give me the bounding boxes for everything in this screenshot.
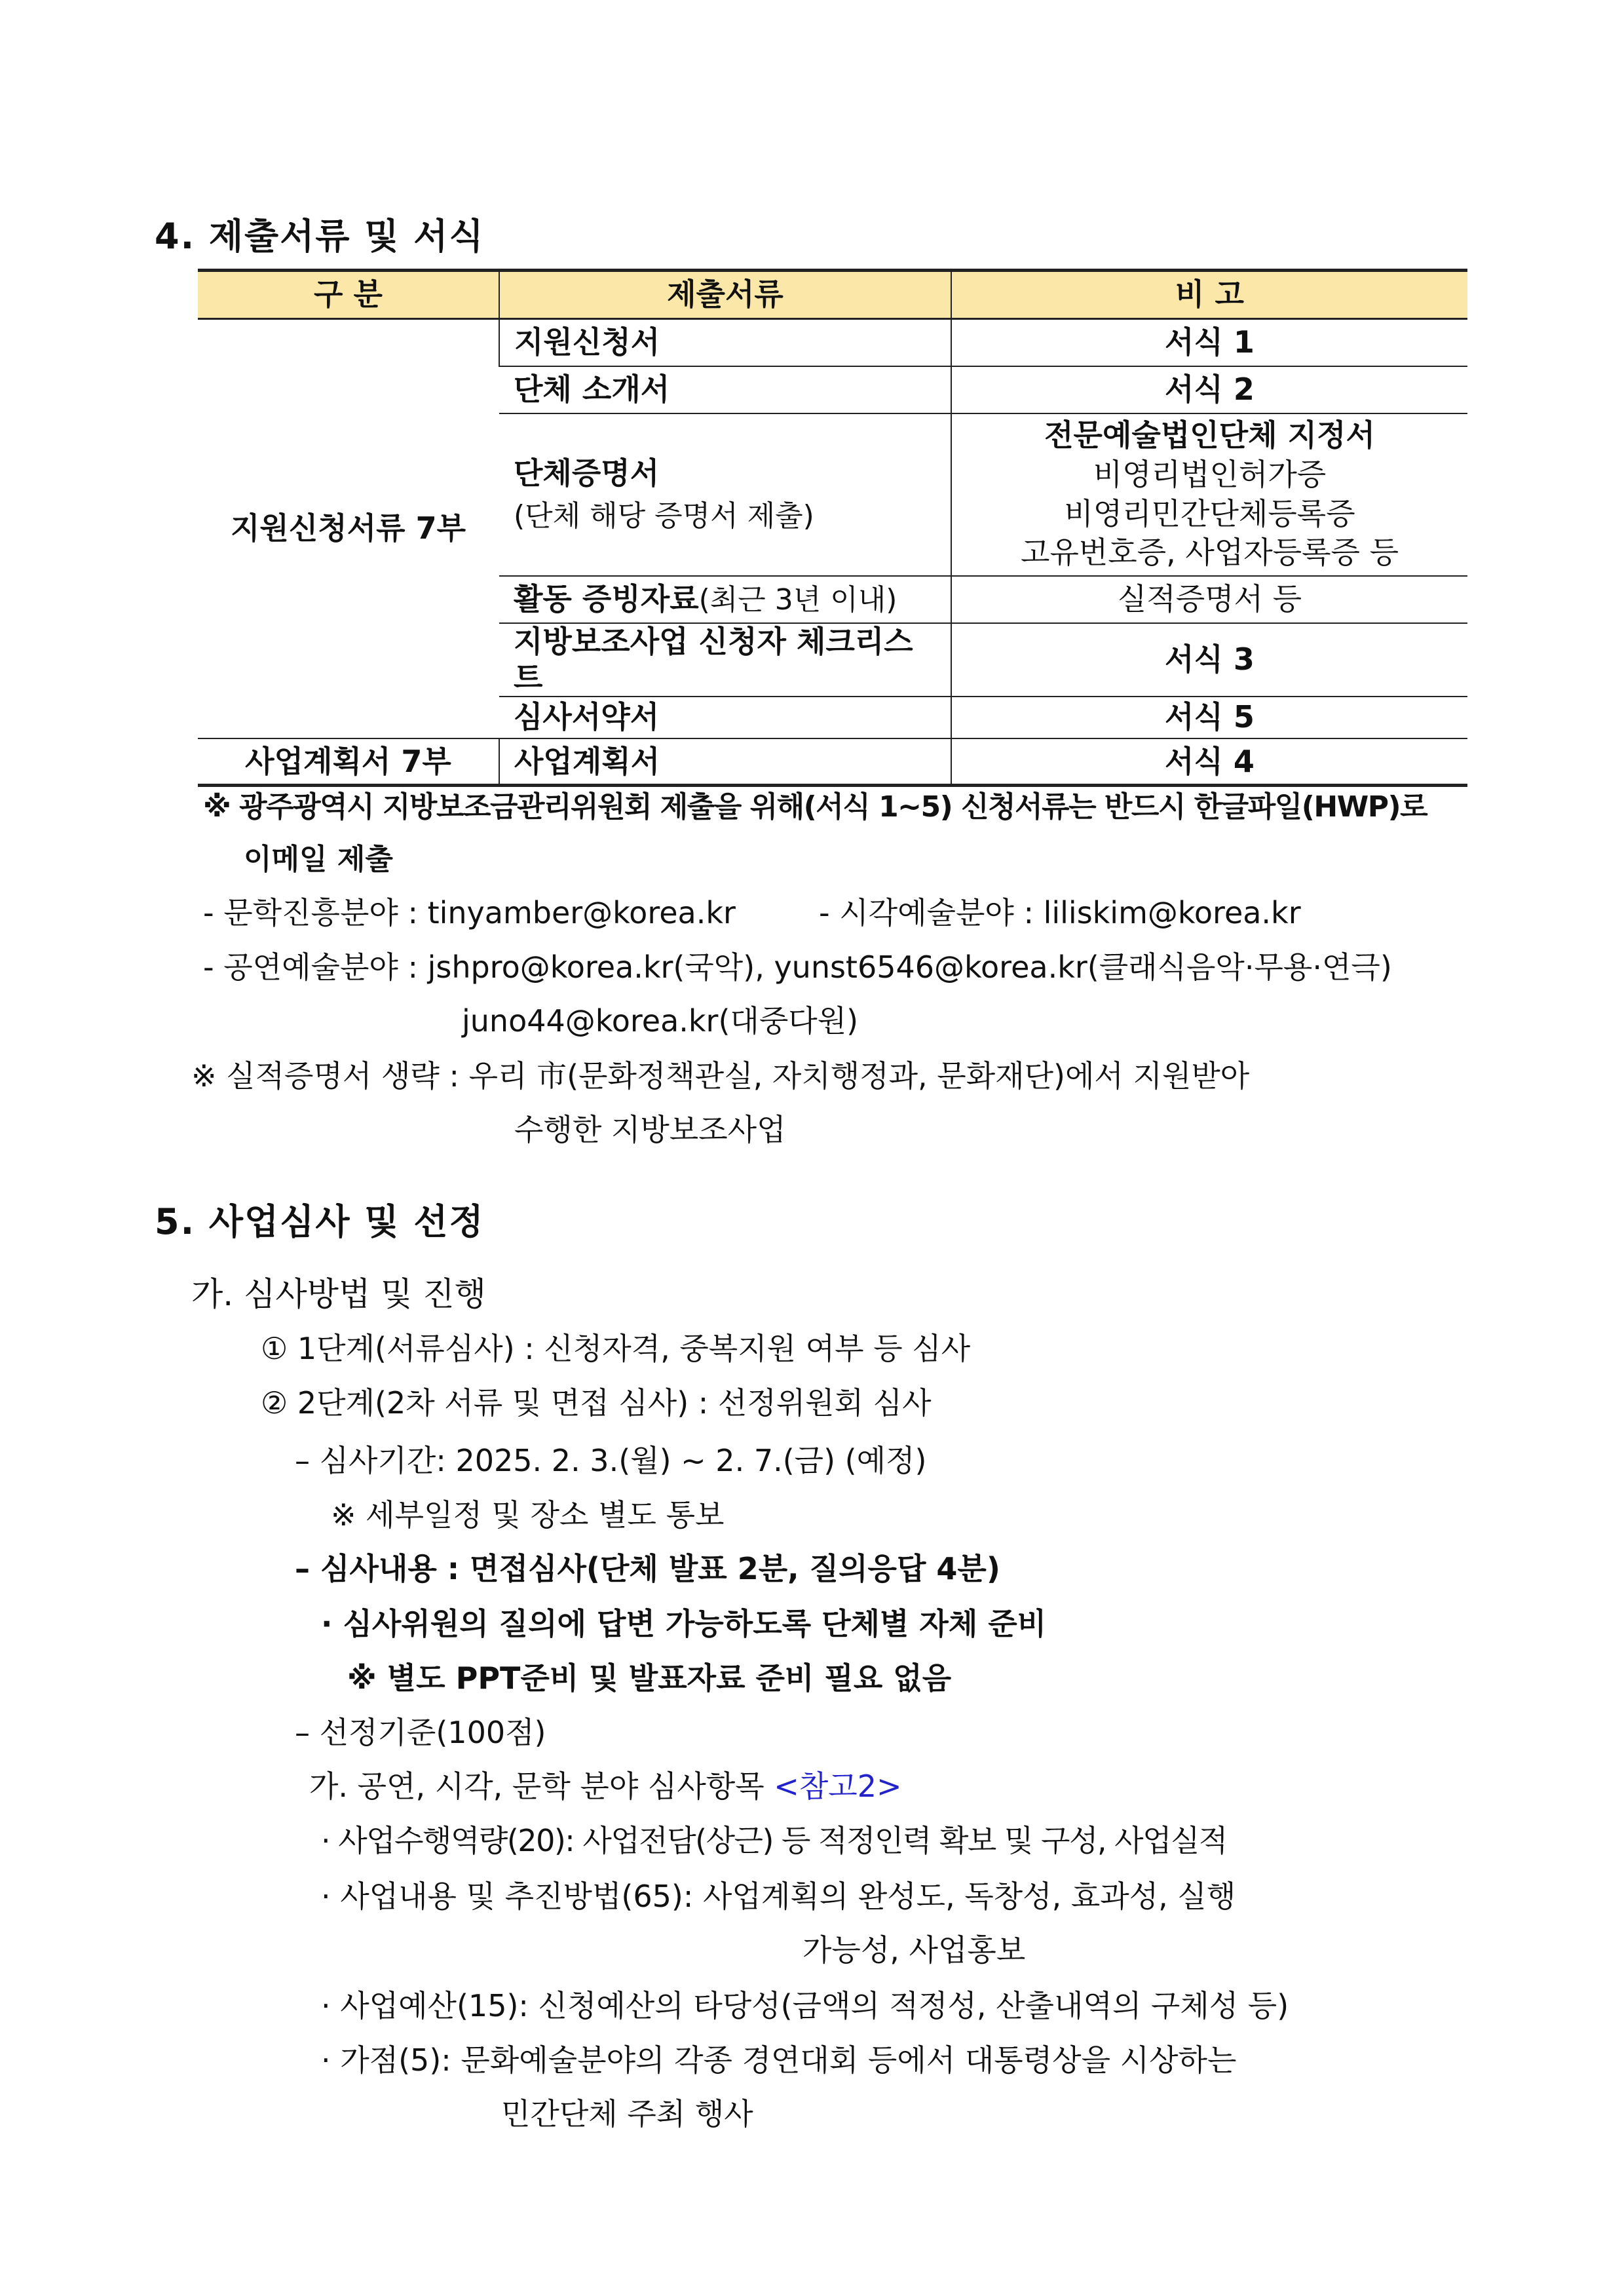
note-line: 전문예술법인단체 지정서 xyxy=(1044,417,1375,453)
review-content-item: · 심사위원의 질의에 답변 가능하도록 단체별 자체 준비 xyxy=(321,1606,1047,1641)
doc-note: 서식 2 xyxy=(951,366,1467,413)
email-literature: - 문학진흥분야 : tinyamber@korea.kr xyxy=(203,895,736,930)
doc-note: 서식 3 xyxy=(951,623,1467,697)
doc-name: 단체 소개서 xyxy=(499,366,951,413)
selection-criteria: – 선정기준(100점) xyxy=(295,1715,546,1750)
note-line: 비영리민간단체등록증 xyxy=(1064,495,1355,531)
email-performing-arts-cont: juno44@korea.kr(대중다원) xyxy=(462,1003,859,1039)
header-remarks: 비 고 xyxy=(951,271,1467,319)
email-visual-arts: - 시각예술분야 : liliskim@korea.kr xyxy=(819,895,1301,930)
header-category: 구 분 xyxy=(198,271,499,319)
review-content-note: ※ 별도 PPT준비 및 발표자료 준비 필요 없음 xyxy=(347,1660,952,1696)
criteria-item-bonus: · 가점(5): 문화예술분야의 각종 경연대회 등에서 대통령상을 시상하는 xyxy=(321,2042,1237,2078)
doc-name: 사업계획서 xyxy=(499,738,951,786)
doc-note: 실적증명서 등 xyxy=(951,576,1467,623)
review-period: – 심사기간: 2025. 2. 3.(월) ~ 2. 7.(금) (예정) xyxy=(295,1443,927,1478)
criteria-category-a xyxy=(309,1763,902,1806)
table-row xyxy=(198,319,1467,366)
review-period-note: ※ 세부일정 및 장소 별도 통보 xyxy=(331,1497,725,1533)
category-business-plan: 사업계획서 7부 xyxy=(198,738,499,786)
doc-sub: (단체 해당 증명서 제출) xyxy=(514,499,814,533)
doc-name-cell xyxy=(499,413,951,576)
table-header-row xyxy=(198,271,1467,319)
step-2: ② 2단계(2차 서류 및 면접 심사) : 선정위원회 심사 xyxy=(261,1385,932,1421)
criteria-item-budget: · 사업예산(15): 신청예산의 타당성(금액의 적정성, 산출내역의 구체성 등) xyxy=(321,1988,1289,2023)
criteria-item-bonus-cont: 민간단체 주최 행사 xyxy=(501,2096,753,2132)
doc-note-cell xyxy=(951,413,1467,576)
doc-note: 서식 1 xyxy=(951,319,1467,366)
category-application: 지원신청서류 7부 xyxy=(198,319,499,738)
review-content: – 심사내용 : 면접심사(단체 발표 2분, 질의응답 4분) xyxy=(295,1551,1000,1586)
step-1: ① 1단계(서류심사) : 신청자격, 중복지원 여부 등 심사 xyxy=(261,1331,971,1366)
table-row xyxy=(198,738,1467,786)
criteria-item-capability: · 사업수행역량(20): 사업전담(상근) 등 적정인력 확보 및 구성, 사업실적 xyxy=(321,1823,1227,1858)
doc-note: 서식 4 xyxy=(951,738,1467,786)
header-documents: 제출서류 xyxy=(499,271,951,319)
criteria-category-a-label: 가. 공연, 시각, 문학 분야 심사항목 xyxy=(309,1769,774,1804)
criteria-item-content-cont: 가능성, 사업홍보 xyxy=(803,1932,1026,1968)
reference-2-link[interactable]: <참고2> xyxy=(774,1769,902,1804)
doc-name: 지원신청서 xyxy=(499,319,951,366)
notice-hwp: ※ 광주광역시 지방보조금관리위원회 제출을 위해(서식 1~5) 신청서류는 반드시 한글파일(HWP)로 xyxy=(203,790,1427,824)
doc-name: 단체증명서 xyxy=(514,455,660,491)
doc-sub: (최근 3년 이내) xyxy=(698,583,897,617)
sub-heading-a: 가. 심사방법 및 진행 xyxy=(191,1275,486,1313)
doc-name-cell xyxy=(499,576,951,623)
doc-name: 지방보조사업 신청자 체크리스트 xyxy=(499,623,951,697)
criteria-item-content: · 사업내용 및 추진방법(65): 사업계획의 완성도, 독창성, 효과성, 실행 xyxy=(321,1879,1236,1914)
note-line: 고유번호증, 사업자등록증 등 xyxy=(1020,535,1399,571)
section-5-title: 5. 사업심사 및 선정 xyxy=(155,1201,485,1242)
note-line: 비영리법인허가증 xyxy=(1093,456,1327,492)
doc-name: 심사서약서 xyxy=(499,697,951,738)
notice-record-omit-cont: 수행한 지방보조사업 xyxy=(514,1112,786,1147)
doc-name: 활동 증빙자료 xyxy=(514,581,699,617)
section-4-title: 4. 제출서류 및 서식 xyxy=(155,216,485,257)
email-performing-arts: - 공연예술분야 : jshpro@korea.kr(국악), yunst6546@korea.kr(클래식음악·무용·연극) xyxy=(203,949,1392,985)
notice-record-omit: ※ 실적증명서 생략 : 우리 市(문화정책관실, 자치행정과, 문화재단)에서 지원받아 xyxy=(191,1058,1250,1094)
doc-note: 서식 5 xyxy=(951,697,1467,738)
notice-hwp-cont: 이메일 제출 xyxy=(244,843,393,876)
submission-documents-table xyxy=(198,269,1467,787)
